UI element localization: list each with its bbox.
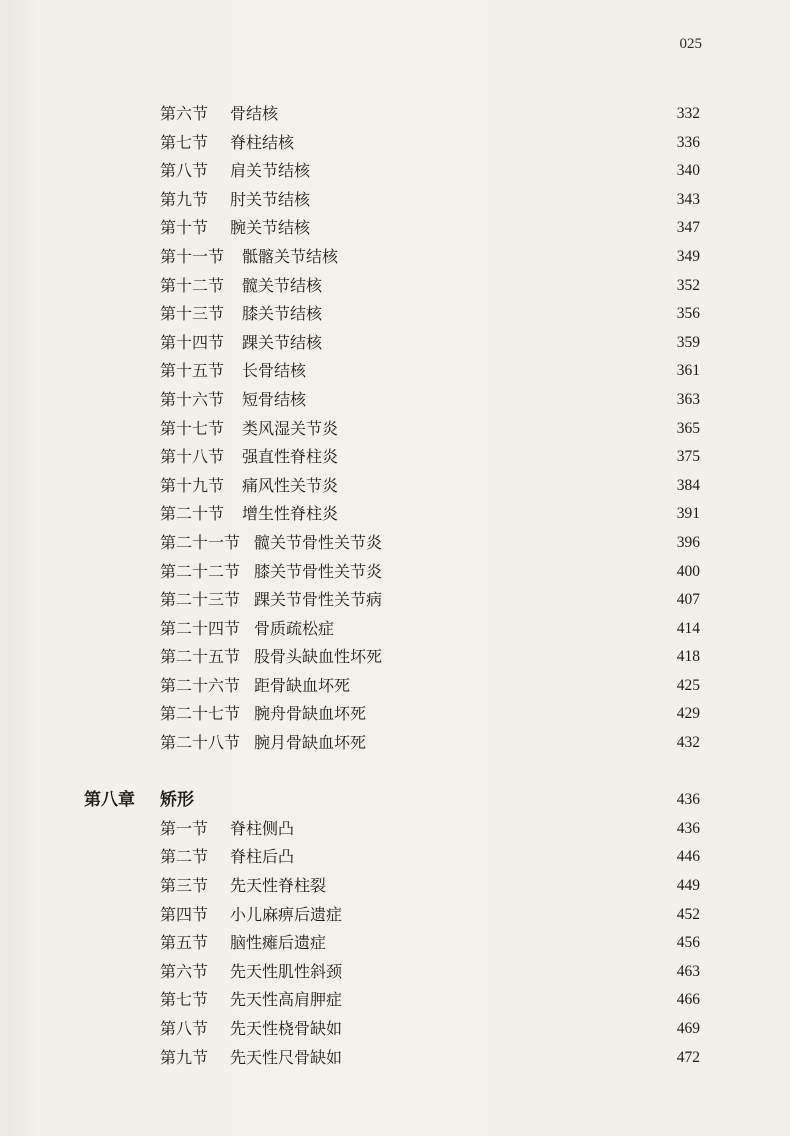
section-number: 第十节 [160, 218, 209, 238]
section-list-a [0, 100, 790, 758]
section-page: 391 [676, 505, 700, 523]
toc-entry [0, 300, 790, 329]
section-number: 第五节 [160, 933, 209, 953]
section-number: 第二十五节 [160, 647, 241, 667]
section-title: 腕月骨缺血坏死 [254, 733, 367, 753]
section-title: 脊柱结核 [230, 132, 295, 152]
section-title: 骨结核 [230, 104, 279, 123]
section-page: 375 [676, 448, 700, 466]
toc-entry [0, 558, 790, 587]
chapter-heading [0, 786, 790, 815]
section-number: 第八节 [160, 161, 209, 181]
toc-entry [0, 272, 790, 301]
section-page: 436 [676, 819, 700, 837]
section-page: 472 [676, 1048, 700, 1066]
section-title: 短骨结核 [242, 389, 307, 409]
section-number: 第二十一节 [160, 532, 241, 552]
toc-entry [0, 815, 790, 844]
section-title: 脊柱侧凸 [230, 818, 295, 838]
section-title: 先天性高肩胛症 [230, 990, 343, 1010]
section-page: 359 [676, 333, 700, 351]
section-page: 384 [676, 476, 700, 494]
section-title: 脑性瘫后遗症 [230, 933, 327, 953]
section-page: 340 [676, 162, 700, 180]
section-title: 强直性脊柱炎 [242, 447, 339, 467]
section-page: 463 [676, 962, 700, 980]
section-title: 腕舟骨缺血坏死 [254, 704, 367, 724]
section-page: 361 [676, 362, 700, 380]
toc-entry [0, 1015, 790, 1044]
section-page: 425 [676, 676, 700, 694]
section-title: 脊柱后凸 [230, 847, 295, 867]
section-page: 466 [676, 991, 700, 1009]
section-page: 429 [676, 705, 700, 723]
section-title: 先天性肌性斜颈 [230, 961, 343, 981]
section-number: 第二十七节 [160, 704, 241, 724]
section-title: 先天性脊柱裂 [230, 876, 327, 896]
page-number: 025 [679, 36, 702, 52]
section-page: 365 [676, 419, 700, 437]
section-title: 膝关节结核 [242, 304, 323, 324]
section-title: 痛风性关节炎 [242, 475, 339, 495]
section-number: 第十八节 [160, 447, 225, 467]
toc-entry [0, 1044, 790, 1073]
section-number: 第七节 [160, 990, 209, 1010]
section-list-b [0, 815, 790, 1072]
section-page: 446 [676, 848, 700, 866]
toc-entry [0, 443, 790, 472]
toc-entry [0, 357, 790, 386]
section-page: 452 [676, 905, 700, 923]
toc-entry [0, 586, 790, 615]
toc-entry [0, 843, 790, 872]
section-title: 类风湿关节炎 [242, 418, 339, 438]
toc-entry [0, 700, 790, 729]
section-number: 第三节 [160, 876, 209, 896]
section-number: 第二十八节 [160, 733, 241, 753]
toc-entry [0, 214, 790, 243]
chapter-gap [0, 758, 790, 787]
section-title: 增生性脊柱炎 [242, 504, 339, 524]
section-title: 髋关节结核 [242, 275, 323, 295]
section-number: 第八节 [160, 1019, 209, 1038]
toc-entry [0, 929, 790, 958]
section-title: 腕关节结核 [230, 218, 311, 238]
toc-entry [0, 672, 790, 701]
section-title: 长骨结核 [242, 361, 307, 381]
toc-entry [0, 243, 790, 272]
toc-entry [0, 329, 790, 358]
section-number: 第六节 [160, 961, 209, 981]
section-number: 第一节 [160, 818, 209, 838]
section-number: 第二十二节 [160, 561, 241, 581]
section-page: 469 [676, 1020, 700, 1037]
section-title: 踝关节骨性关节病 [254, 590, 383, 610]
section-page: 456 [676, 934, 700, 952]
section-number: 第十一节 [160, 246, 225, 266]
toc-entry [0, 901, 790, 930]
section-number: 第二十六节 [160, 675, 241, 695]
toc-entry [0, 129, 790, 158]
toc-entry [0, 872, 790, 901]
section-number: 第二十三节 [160, 590, 241, 610]
section-number: 第九节 [160, 1047, 209, 1067]
toc-entry [0, 986, 790, 1015]
section-page: 336 [676, 133, 700, 151]
section-number: 第十二节 [160, 275, 225, 295]
section-page: 347 [676, 219, 700, 237]
toc-entry [0, 615, 790, 644]
toc-entry [0, 472, 790, 501]
toc-entry [0, 100, 790, 129]
chapter-title: 矫形 [160, 790, 194, 811]
toc-entry [0, 386, 790, 415]
section-page: 414 [676, 619, 700, 637]
section-page: 332 [676, 105, 700, 122]
toc-entry [0, 157, 790, 186]
table-of-contents [0, 100, 790, 1072]
section-page: 349 [676, 247, 700, 265]
section-page: 432 [676, 734, 700, 752]
section-page: 400 [676, 562, 700, 580]
section-page: 449 [676, 877, 700, 895]
section-number: 第四节 [160, 904, 209, 924]
section-page: 363 [676, 390, 700, 408]
section-number: 第二十四节 [160, 618, 241, 638]
section-title: 距骨缺血坏死 [254, 675, 351, 695]
section-page: 343 [676, 190, 700, 208]
section-number: 第十三节 [160, 304, 225, 324]
toc-entry [0, 643, 790, 672]
section-title: 小儿麻痹后遗症 [230, 904, 343, 924]
section-title: 先天性尺骨缺如 [230, 1047, 343, 1067]
section-number: 第九节 [160, 189, 209, 209]
section-title: 骶髂关节结核 [242, 246, 339, 266]
section-number: 第十四节 [160, 332, 225, 352]
toc-entry [0, 415, 790, 444]
chapter-number: 第八章 [84, 790, 135, 811]
section-title: 肩关节结核 [230, 161, 311, 181]
section-number: 第十五节 [160, 361, 225, 381]
section-title: 髋关节骨性关节炎 [254, 532, 383, 552]
section-title: 膝关节骨性关节炎 [254, 561, 383, 581]
toc-entry [0, 529, 790, 558]
section-title: 肘关节结核 [230, 189, 311, 209]
section-page: 407 [676, 591, 700, 609]
section-title: 股骨头缺血性坏死 [254, 647, 383, 667]
section-number: 第十七节 [160, 418, 225, 438]
section-page: 418 [676, 648, 700, 666]
toc-entry [0, 500, 790, 529]
section-number: 第二十节 [160, 504, 225, 524]
section-number: 第七节 [160, 132, 209, 152]
chapter-page: 436 [676, 791, 700, 809]
section-page: 352 [676, 276, 700, 294]
toc-entry [0, 729, 790, 758]
section-page: 356 [676, 305, 700, 323]
section-number: 第六节 [160, 104, 209, 123]
section-number: 第十九节 [160, 475, 225, 495]
section-page: 396 [676, 533, 700, 551]
section-title: 先天性桡骨缺如 [230, 1019, 343, 1038]
toc-entry [0, 958, 790, 987]
section-number: 第二节 [160, 847, 209, 867]
toc-entry [0, 186, 790, 215]
section-title: 踝关节结核 [242, 332, 323, 352]
section-title: 骨质疏松症 [254, 618, 335, 638]
section-number: 第十六节 [160, 389, 225, 409]
